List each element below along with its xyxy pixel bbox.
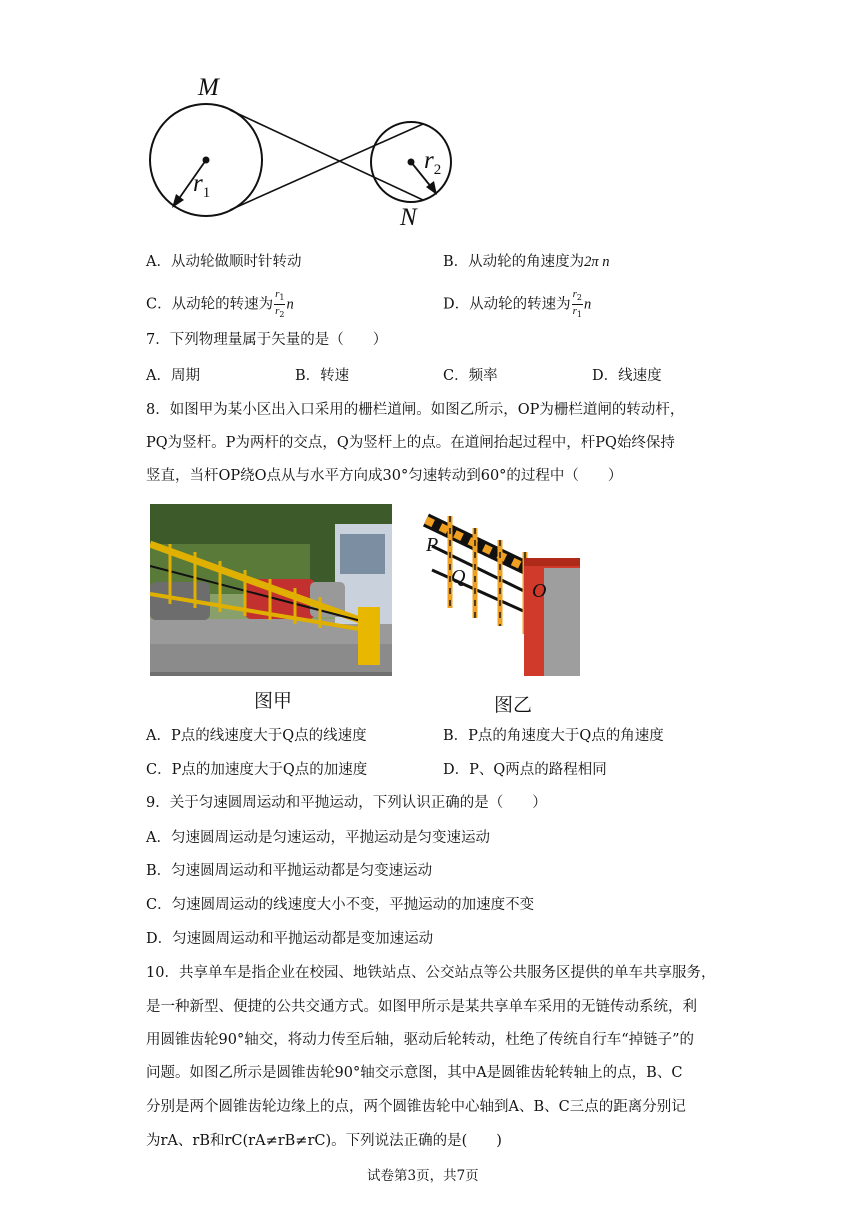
label-N: N: [400, 204, 417, 231]
label-M: M: [198, 74, 219, 101]
caption-tu-jia: 图甲: [254, 690, 293, 712]
q8-stem-line1: 8．如图甲为某小区出入口采用的栅栏道闸。如图乙所示，OP为栅栏道闸的转动杆，: [146, 402, 685, 418]
q7-option-c: C．频率: [443, 368, 498, 384]
q9-option-d: D．匀速圆周运动和平抛运动都是变加速运动: [146, 931, 434, 947]
q7-option-d: D．线速度: [592, 368, 662, 384]
q7-option-b: B．转速: [295, 368, 350, 384]
fraction-r2-over-r1: $\frac{r_2}{r_1}$: [572, 288, 582, 320]
q10-stem-line2: 是一种新型、便捷的公共交通方式。如图甲所示是某共享单车采用的无链传动系统，利: [146, 999, 697, 1015]
q7-option-a: A．周期: [146, 368, 200, 384]
label-P: P: [426, 534, 439, 556]
q7-stem: 7．下列物理量属于矢量的是（ ）: [146, 332, 388, 348]
q6-option-c: C．从动轮的转速为 $\frac{r_1}{r_2}$ n: [146, 288, 294, 320]
fraction-r1-over-r2: $\frac{r_1}{r_2}$: [275, 288, 285, 320]
q8-option-d: D．P、Q两点的路程相同: [443, 762, 607, 778]
q10-stem-line1: 10．共享单车是指企业在校园、地铁站点、公交站点等公共服务区提供的单车共享服务，: [146, 965, 716, 981]
q9-stem: 9．关于匀速圆周运动和平抛运动，下列认识正确的是（ ）: [146, 795, 547, 811]
barrier-diagram: [420, 508, 590, 678]
page-footer: 试卷第3页，共7页: [367, 1168, 479, 1184]
q10-stem-line5: 分别是两个圆锥齿轮边缘上的点，两个圆锥齿轮中心轴到A、B、C三点的距离分别记: [146, 1099, 686, 1115]
q10-stem-line3: 用圆锥齿轮90°轴交，将动力传至后轴，驱动后轮转动，杜绝了传统自行车“掉链子”的: [146, 1032, 695, 1048]
q8-stem-line2: PQ为竖杆。P为两杆的交点，Q为竖杆上的点。在道闸抬起过程中，杆PQ始终保持: [146, 435, 675, 451]
q8-stem-line3: 竖直，当杆OP绕O点从与水平方向成30°匀速转动到60°的过程中（ ）: [146, 468, 623, 484]
q9-option-a: A．匀速圆周运动是匀速运动，平抛运动是匀变速运动: [146, 830, 490, 846]
barrier-photo: [150, 504, 392, 676]
q6-option-d: D．从动轮的转速为 $\frac{r_2}{r_1}$ n: [443, 288, 592, 320]
q8-option-b: B．P点的角速度大于Q点的角速度: [443, 728, 664, 744]
label-r1: $r_1$: [193, 170, 211, 201]
label-Q: Q: [451, 566, 466, 588]
q8-option-c: C．P点的加速度大于Q点的加速度: [146, 762, 368, 778]
label-O: O: [532, 580, 547, 602]
caption-tu-yi: 图乙: [494, 694, 533, 716]
q9-option-c: C．匀速圆周运动的线速度大小不变，平抛运动的加速度不变: [146, 897, 535, 913]
q6-option-a: A．从动轮做顺时针转动: [146, 254, 302, 270]
q10-stem-line6: 为rA、rB和rC(rA≠rB≠rC)。下列说法正确的是( ): [146, 1133, 502, 1149]
q9-option-b: B．匀速圆周运动和平抛运动都是匀变速运动: [146, 863, 433, 879]
q10-stem-line4: 问题。如图乙所示是圆锥齿轮90°轴交示意图，其中A是圆锥齿轮转轴上的点，B、C: [146, 1065, 683, 1081]
pulley-figure: [140, 72, 470, 242]
q6-option-b: B．从动轮的角速度为2π n: [443, 254, 610, 270]
q8-option-a: A．P点的线速度大于Q点的线速度: [146, 728, 367, 744]
label-r2: $r_2$: [424, 147, 442, 178]
